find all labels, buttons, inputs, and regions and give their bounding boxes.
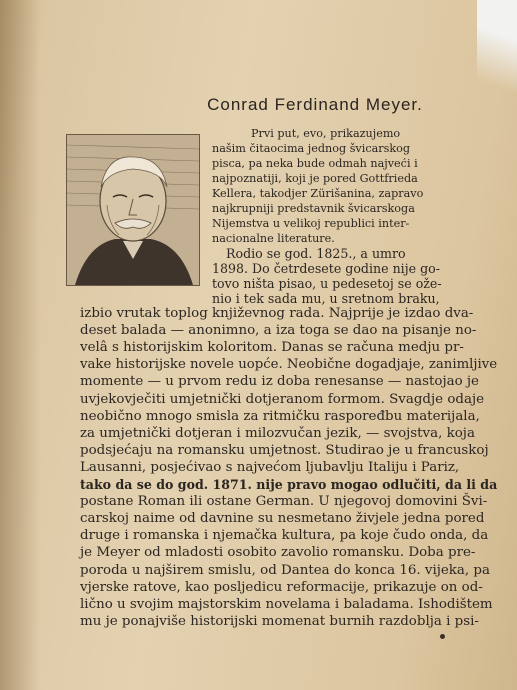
text-line: Lausanni, posjećivao s najvećom ljubavlju Italiju i Pariz,: [80, 459, 460, 475]
text-line: tovo ništa pisao, u pedesetoj se ože-: [212, 276, 442, 291]
text-line: poroda u najširem smislu, od Dantea do konca 16. vijeka, pa: [80, 562, 490, 578]
text-line: deset balada — anonimno, a iza toga se dao na pisanje no-: [80, 323, 477, 339]
text-line: carskoj naime od davnine su nesmetano živjele jedna pored: [80, 511, 485, 527]
text-line: našim čitaocima jednog švicarskog: [212, 142, 411, 155]
text-line: neobično mnogo smisla za ritmičku raspoređbu materijala,: [80, 408, 480, 424]
text-line: mu je ponajviše historijski momenat burnih razdoblja i psi-: [80, 613, 479, 629]
text-line: je Meyer od mladosti osobito zavolio romansku. Doba pre-: [80, 545, 476, 561]
text-line: druge i romanska i njemačka kultura, pa koje čudo onda, da: [80, 528, 489, 544]
text-line: uvjekovječiti umjetnički dotjeranom formom. Svagdje odaje: [80, 391, 485, 407]
text-line: Rodio se god. 1825., a umro: [226, 246, 406, 261]
text-line: lično u svojim majstorskim novelama i baladama. Ishodištem: [80, 596, 493, 612]
text-line: vjerske ratove, kao posljedicu reformacije, prikazuje on od-: [80, 579, 483, 595]
text-line: postane Roman ili ostane German. U njegovoj domovini Švi-: [80, 494, 488, 510]
text-line: nio i tek sada mu, u sretnom braku,: [212, 291, 440, 306]
text-line: Kellera, takodjer Zürišanina, zapravo: [212, 187, 424, 200]
page-title: Conrad Ferdinand Meyer.: [207, 95, 423, 114]
text-line: momente — u prvom redu iz doba renesanse — nastojao je: [80, 374, 479, 390]
text-line: velâ s historijskim koloritom. Danas se računa medju pr-: [80, 340, 464, 356]
text-line: izbio vrutak toplog književnog rada. Najprije je izdao dva-: [80, 306, 474, 321]
text-line: Nijemstva u velikoj republici inter-: [212, 217, 410, 230]
text-line: najkrupniji predstavnik švicarskoga: [212, 202, 415, 215]
text-line: tako da se do god. 1871. nije pravo mogao odlučiti, da li da: [80, 477, 498, 493]
text-line: nacionalne literature.: [212, 232, 335, 245]
text-line: za umjetnički dotjeran i milozvučan jezik, — svojstva, koja: [80, 425, 475, 441]
ink-spot: [440, 634, 445, 639]
text-line: 1898. Do četrdesete godine nije go-: [212, 261, 440, 276]
text-line: pisca, pa neka bude odmah najveći i: [212, 157, 418, 170]
text-line: podsjećaju na romansku umjetnost. Studirao je u francuskoj: [80, 442, 489, 458]
text-line: najpoznatiji, koji je pored Gottfrieda: [212, 172, 418, 185]
text-line: Prvi put, evo, prikazujemo: [251, 127, 401, 140]
text-line: vake historijske novele uopće. Neobične dogadjaje, zanimljive: [80, 357, 498, 373]
author-portrait: [66, 134, 200, 286]
portrait-engraving: [67, 135, 199, 285]
